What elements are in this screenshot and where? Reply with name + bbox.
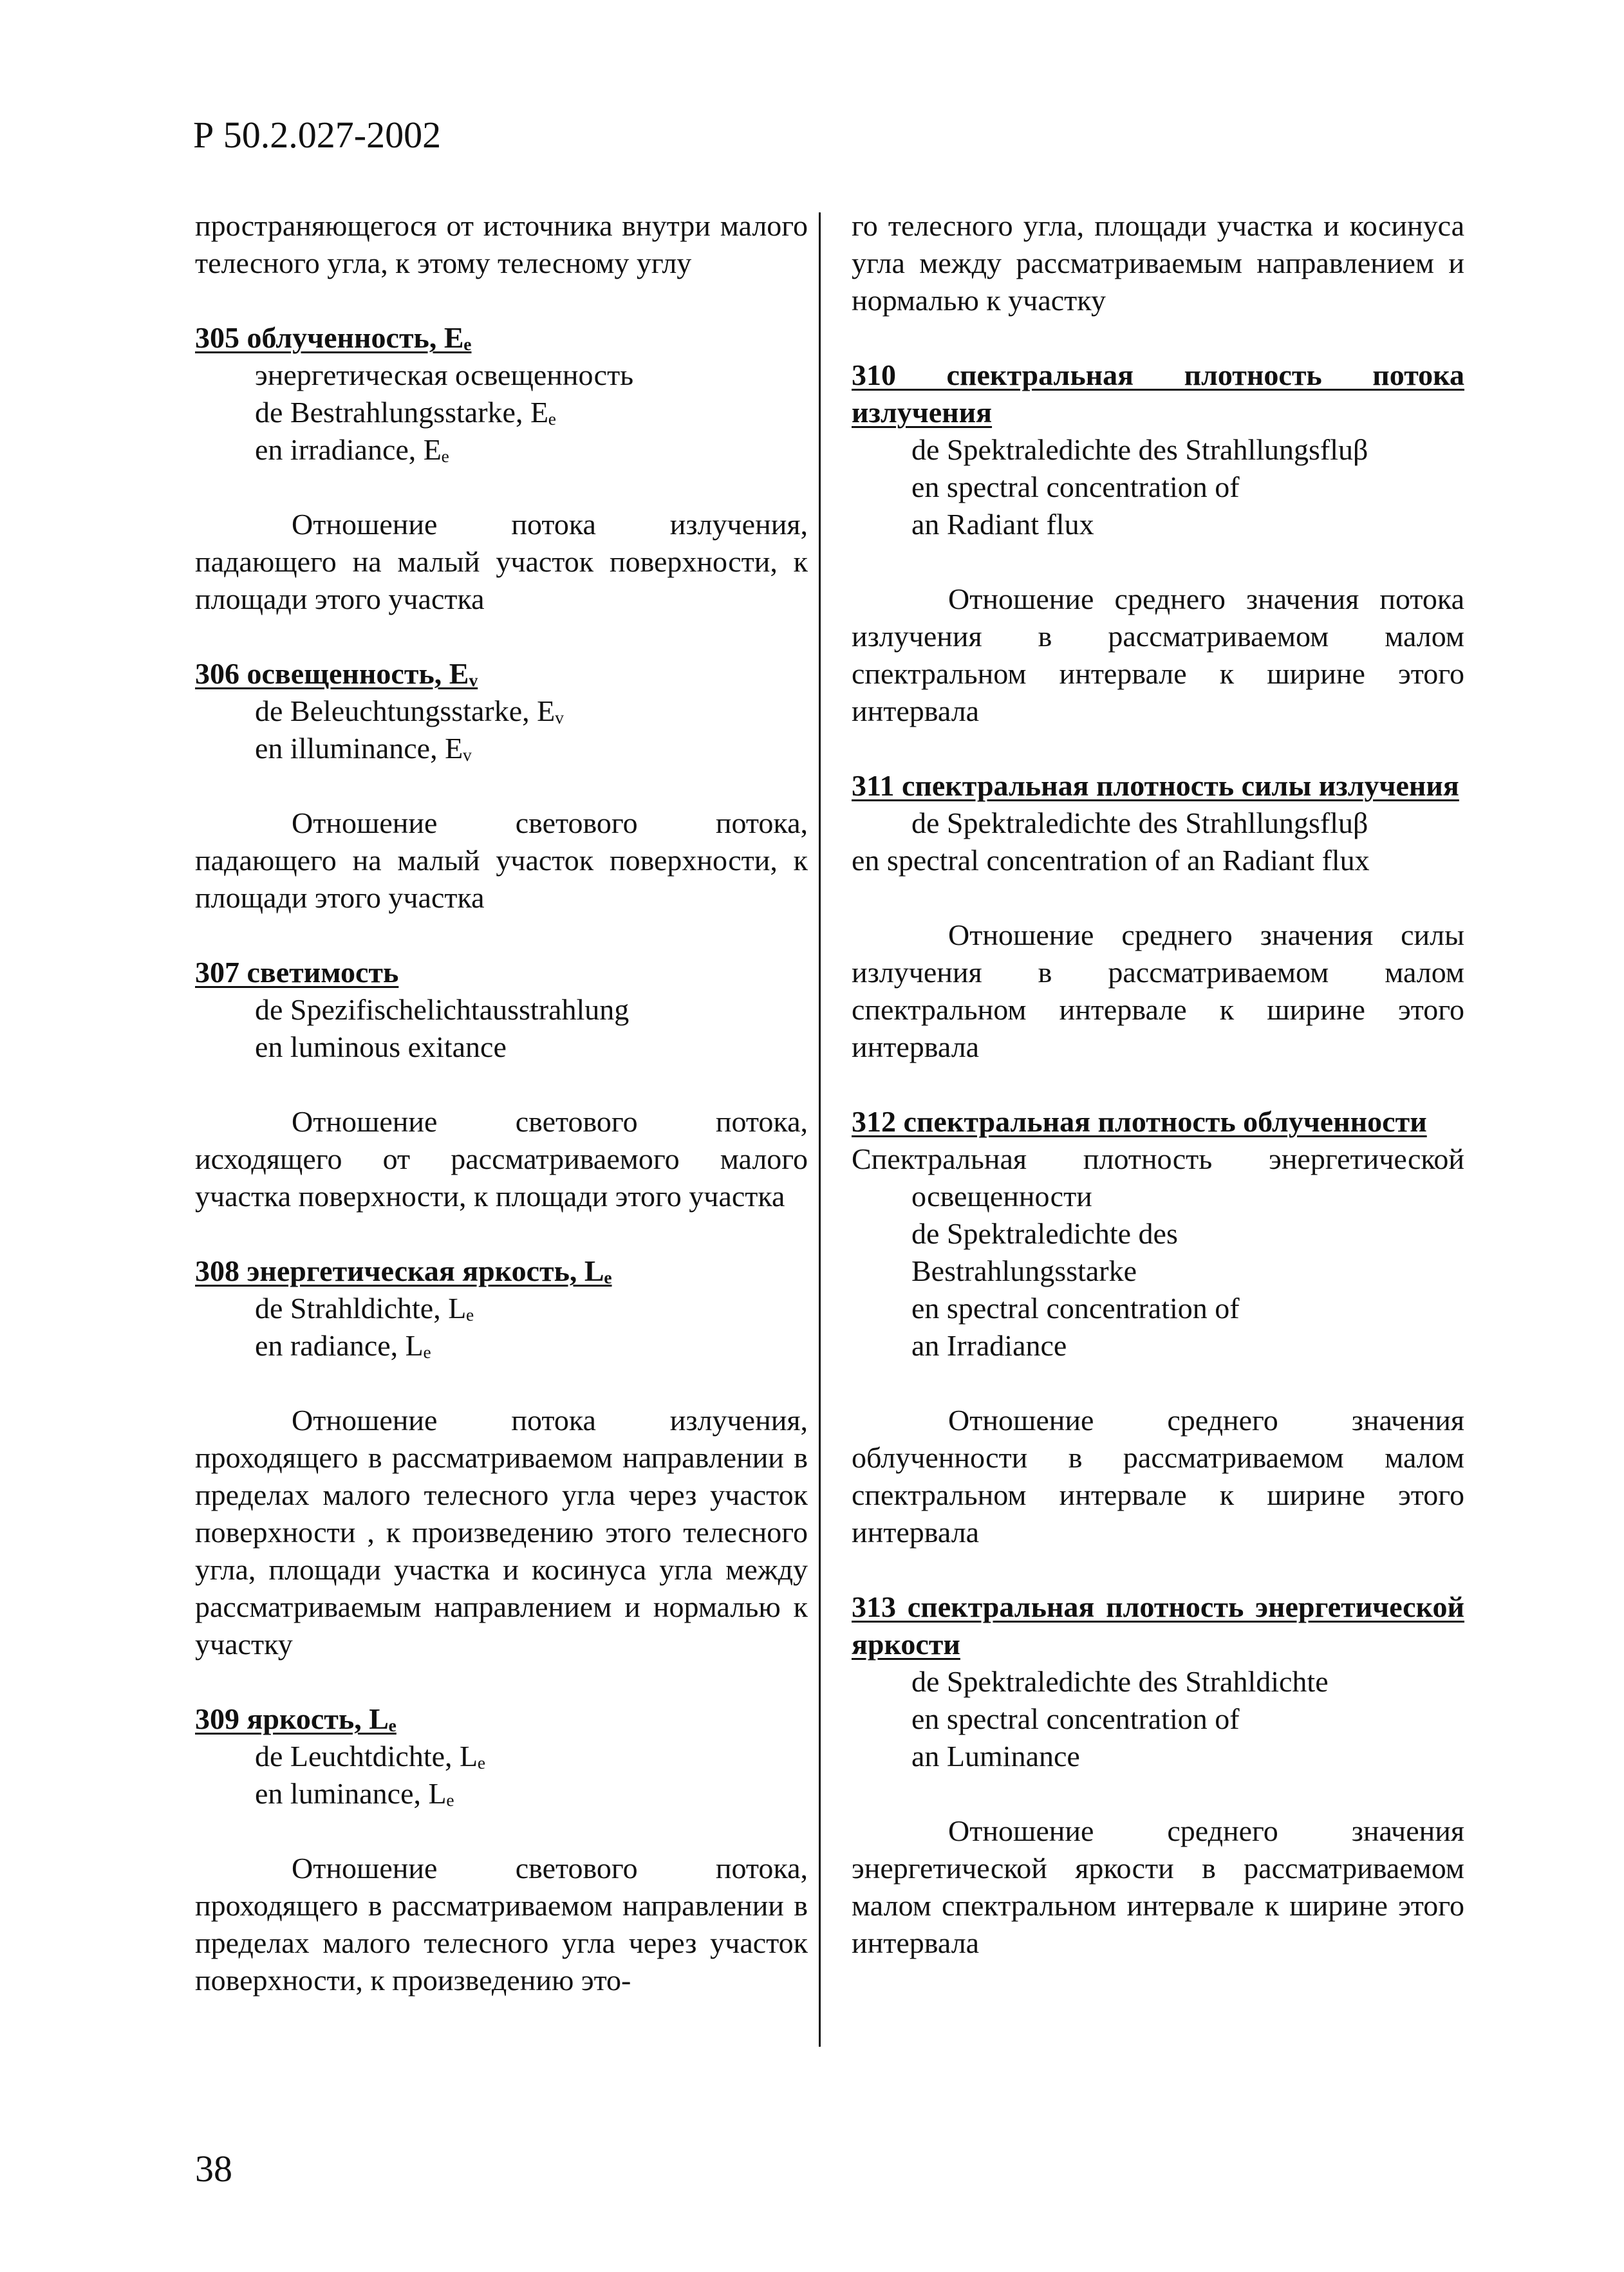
term-synonyms xyxy=(195,991,808,1066)
term-synonyms xyxy=(852,805,1464,879)
term-definition: Отношение светового потока, проходящего в рассматриваемом направлении в пределах малого телесного угла через участок поверхности, к произведению это- xyxy=(195,1852,808,1997)
continuation-text: го телесного угла, площади участка и косинуса угла между рассматриваемым направлением и нормалью к участку xyxy=(852,209,1464,317)
synonym: an Luminance xyxy=(911,1740,1080,1773)
right-column xyxy=(852,207,1464,1962)
term-entry-311 xyxy=(852,767,1464,1066)
term-heading: 309 яркость, Lₑ xyxy=(195,1702,397,1735)
synonym: Bestrahlungsstarke xyxy=(911,1254,1137,1287)
synonym: en radiance, Lₑ xyxy=(255,1329,431,1362)
document-code: Р 50.2.027-2002 xyxy=(193,114,442,156)
synonym: en spectral concentration of xyxy=(911,470,1240,503)
page-number: 38 xyxy=(195,2148,232,2190)
term-synonyms xyxy=(852,431,1464,543)
term-entry-309 xyxy=(195,1700,808,1999)
synonym: en illuminance, Eᵥ xyxy=(255,732,472,765)
term-heading: 306 освещенность, Eᵥ xyxy=(195,657,478,690)
term-heading: 307 светимость xyxy=(195,956,399,989)
term-definition: Отношение потока излучения, падающего на малый участок поверхности, к площади этого участка xyxy=(195,508,808,615)
synonym: Спектральная плотность энергетической освещенности xyxy=(852,1142,1464,1213)
synonym: de Beleuchtungsstarke, Eᵥ xyxy=(255,694,564,727)
term-definition: Отношение среднего значения потока излучения в рассматриваемом малом спектральном интервале к ширине этого интервала xyxy=(852,582,1464,727)
term-entry-313 xyxy=(852,1588,1464,1962)
term-entry-308 xyxy=(195,1252,808,1663)
term-heading: 312 спектральная плотность облученности xyxy=(852,1105,1427,1138)
term-synonyms xyxy=(195,1290,808,1364)
synonym: de Spektraledichte des xyxy=(911,1217,1178,1250)
synonym: en irradiance, Eₑ xyxy=(255,433,449,466)
synonym: de Strahldichte, Lₑ xyxy=(255,1292,474,1325)
term-heading: 308 энергетическая яркость, Lₑ xyxy=(195,1254,612,1287)
term-synonyms xyxy=(852,1663,1464,1775)
synonym: энергетическая освещенность xyxy=(255,358,634,391)
synonym: en luminance, Lₑ xyxy=(255,1777,454,1810)
term-entry-312 xyxy=(852,1103,1464,1551)
term-synonyms xyxy=(852,1141,1464,1364)
synonym: en luminous exitance xyxy=(255,1030,507,1063)
term-definition: Отношение светового потока, падающего на малый участок поверхности, к площади этого участка xyxy=(195,806,808,914)
synonym: de Spektraledichte des Strahldichte xyxy=(911,1665,1329,1698)
term-definition: Отношение светового потока, исходящего от рассматриваемого малого участка поверхности, к площади этого участка xyxy=(195,1105,808,1213)
term-synonyms xyxy=(195,357,808,469)
synonym: an Irradiance xyxy=(911,1329,1067,1362)
term-synonyms xyxy=(195,1738,808,1812)
term-heading: 305 облученность, Eₑ xyxy=(195,321,472,354)
term-entry-307 xyxy=(195,954,808,1215)
term-entry-305 xyxy=(195,319,808,618)
continuation-text: пространяющегося от источника внутри малого телесного угла, к этому телесному углу xyxy=(195,209,808,279)
term-heading: 310 спектральная плотность потока излучения xyxy=(852,358,1464,429)
synonym: an Radiant flux xyxy=(911,508,1094,541)
term-heading: 311 спектральная плотность силы излучения xyxy=(852,769,1459,802)
column-divider xyxy=(819,212,821,2047)
term-definition: Отношение среднего значения энергетической яркости в рассматриваемом малом спектральном интервале к ширине этого интервала xyxy=(852,1814,1464,1959)
synonym: de Leuchtdichte, Lₑ xyxy=(255,1740,485,1773)
term-entry-310 xyxy=(852,357,1464,730)
term-heading: 313 спектральная плотность энергетической яркости xyxy=(852,1590,1464,1661)
synonym: de Spezifischelichtausstrahlung xyxy=(255,993,630,1026)
term-definition: Отношение среднего значения облученности в рассматриваемом малом спектральном интервале к ширине этого интервала xyxy=(852,1404,1464,1549)
term-synonyms xyxy=(195,693,808,767)
synonym: de Spektraledichte des Strahllungsfluβ xyxy=(911,433,1368,466)
term-entry-306 xyxy=(195,655,808,917)
synonym: de Spektraledichte des Strahllungsfluβ xyxy=(911,806,1368,839)
synonym: en spectral concentration of xyxy=(911,1292,1240,1325)
synonym: de Bestrahlungsstarke, Eₑ xyxy=(255,396,556,429)
left-column xyxy=(195,207,808,1999)
term-definition: Отношение потока излучения, проходящего в рассматриваемом направлении в пределах малого телесного угла через участок поверхности , к произведению этого телесного угла, площади участка и косинуса угла между рассматриваемым направлением и нормалью к участку xyxy=(195,1404,808,1661)
term-definition: Отношение среднего значения силы излучения в рассматриваемом малом спектральном интервале к ширине этого интервала xyxy=(852,918,1464,1063)
synonym: en spectral concentration of xyxy=(911,1702,1240,1735)
synonym: en spectral concentration of an Radiant flux xyxy=(852,844,1370,877)
